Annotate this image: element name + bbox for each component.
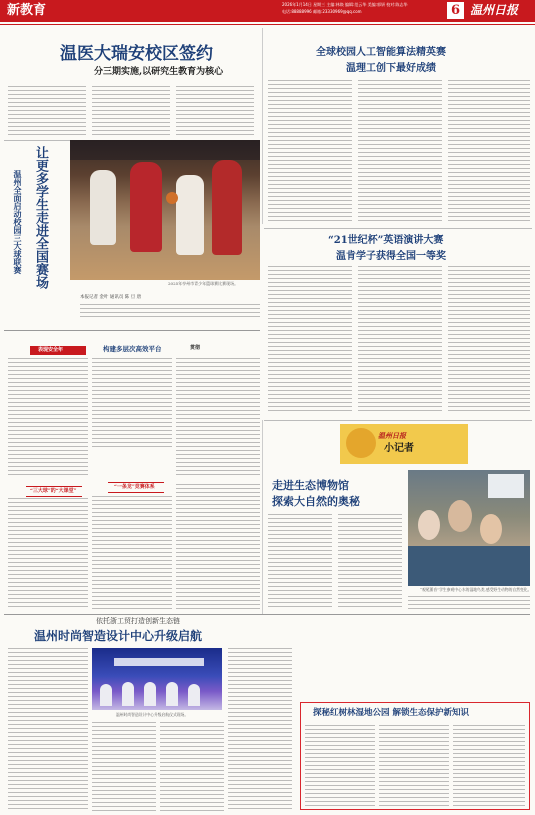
paper-name: 温州日报 (470, 3, 519, 17)
mid-left-body-text (176, 484, 260, 610)
wetland-body-text (305, 725, 375, 807)
basketball-byline: 本报记者 金叶 通讯员 陈 旦 唐 (80, 295, 142, 300)
lead-title: 温医大瑞安校区签约 (60, 44, 213, 64)
subhead-2-box (108, 482, 164, 493)
design-kicker: 依托浙工贸打造创新生态链 (96, 617, 180, 625)
reporter-logo-badge (346, 428, 376, 458)
subhead-2: “一条龙”竞赛体系 (114, 484, 155, 490)
reporter-box (340, 424, 468, 464)
design-photo-caption: 温州时尚智造设计中心升级启航仪式现场。 (116, 712, 189, 717)
basketball-photo (70, 140, 260, 280)
mid-left-body-text (92, 358, 172, 448)
ai-contest-body-text (358, 80, 442, 222)
reporter-label: 小记者 (384, 443, 414, 454)
date-line: 2026年1月14日 星期三 主编:林焕 编辑:范云华 美编:郭妍 校对:陈志华 (282, 2, 408, 7)
mid-left-body-text (176, 358, 260, 478)
museum-body-text (268, 514, 332, 610)
mid-left-body-text (8, 358, 88, 478)
museum-photo-caption: “观尾薰音”学生参观中心水的湿地鸟类,感受野生动物的自然变化。 (420, 587, 532, 592)
page-number-box (447, 2, 464, 19)
museum-body-text (338, 514, 402, 610)
design-body-text (8, 648, 88, 812)
english-title-line2: 温肯学子获得全国一等奖 (336, 251, 446, 262)
english-body-text (358, 266, 442, 414)
basketball-title-line2: 温州全面启动校园三大球联赛 (13, 170, 23, 274)
museum-body-text (408, 596, 530, 610)
ai-contest-body-text (448, 80, 530, 222)
design-body-text (160, 722, 224, 812)
lead-body-text (176, 86, 254, 136)
section-title: 新教育 (7, 3, 47, 18)
subhead-1: “三大球”的“大课堂” (30, 488, 77, 494)
english-body-text (268, 266, 352, 414)
basketball-title-line1: 让更多学生走进全国赛场 (33, 146, 48, 289)
lead-body-text (8, 86, 86, 136)
lead-body-text (92, 86, 170, 136)
english-body-text (448, 266, 530, 414)
lead-subtitle: 分三期实施,以研究生教育为核心 (94, 67, 224, 77)
design-title: 温州时尚智造设计中心升级启航 (34, 629, 203, 643)
subhead-1-box (26, 486, 82, 497)
basketball-body-text (80, 304, 260, 318)
column-tag: 表现安全年 (38, 347, 64, 353)
design-event-photo (92, 648, 222, 710)
hotline: 电话:88888996 邮箱:23330969@qq.com (282, 9, 362, 14)
ai-contest-title-line1: 全球校园人工智能算法精英赛 (316, 47, 446, 58)
page-number: 6 (451, 3, 461, 18)
design-body-text (92, 722, 156, 812)
museum-title-line1: 走进生态博物馆 (272, 479, 349, 492)
english-title-line1: “21世纪杯”英语演讲大赛 (328, 235, 444, 246)
mid-left-section-title: 构建多层次高效平台 (103, 345, 162, 353)
wetland-title: 探秘红树林湿地公园 解锁生态保护新知识 (313, 708, 469, 718)
reporter-logo-text: 温州日报 (378, 431, 406, 440)
mid-left-body-text (92, 496, 172, 610)
basketball-photo-caption: 2025年亭州市青少年篮球赛比赛现场。 (168, 281, 239, 286)
mid-left-subhead-3: 贯彻 (190, 345, 201, 351)
ai-contest-title-line2: 温理工创下最好成绩 (346, 63, 436, 74)
column-tag-box (30, 346, 86, 355)
museum-title-line2: 探索大自然的奥秘 (272, 495, 360, 508)
masthead (0, 0, 535, 22)
wetland-body-text (379, 725, 449, 807)
mid-left-body-text (8, 498, 88, 610)
museum-photo (408, 470, 530, 586)
wetland-body-text (453, 725, 525, 807)
wetland-article-box (300, 702, 530, 810)
design-body-text (228, 648, 292, 812)
ai-contest-body-text (268, 80, 352, 222)
